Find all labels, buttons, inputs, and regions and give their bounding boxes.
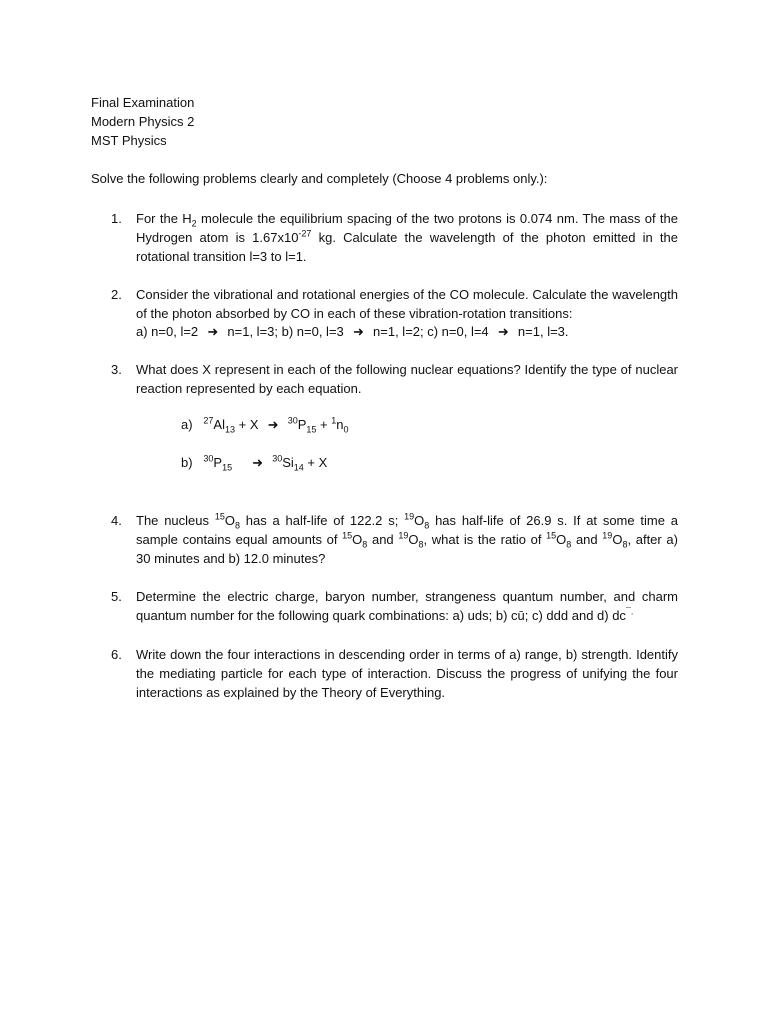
arrow-right-icon: ➜ [267,417,279,432]
arrow-right-icon: ➜ [497,324,509,339]
problem-4-text: The nucleus $^{15}O_8$ has a half-life of 122.2 s; $^{19}O_8$ has half-life of 26.9 s. If at some time a sample contains equal amounts of $^{15}O_8$ and $^{19}O_8$, what is the ratio of $^{15}O_8$ and $^{19}O_8$, after a) 30 minutes and b) 12.0 minutes? [136,511,678,566]
course-name: Modern Physics 2 [91,114,195,129]
problem-5-text: Determine the electric charge, baryon number, strangeness quantum number, and charm quantum number for the following quark combinations: a) uds; b) cū; c) ddd and d) dc¯. [136,589,678,623]
problem-3-number: 3. [111,362,122,377]
arrow-right-icon: ➜ [352,324,364,339]
equation-a: a) $^{27}Al_{13} + X$ ➜ $^{30}P_{15} + ^1n_0$ [181,415,349,435]
arrow-right-icon: ➜ [252,455,264,470]
problem-1-number: 1. [111,211,122,226]
program-name: MST Physics [91,133,167,148]
problem-2-transitions: a) n=0, l=2 ➜ n=1, l=3; b) n=0, l=3 ➜ n=1, l=2; c) n=0, l=4 ➜ n=1, l=3. [136,324,569,339]
instructions: Solve the following problems clearly and completely (Choose 4 problems only.): [91,171,548,186]
problem-2-text: Consider the vibrational and rotational energies of the CO molecule. Calculate the wavelength of the photon absorbed by CO in each of these vibration-rotation transitions: [136,287,678,321]
problem-2-number: 2. [111,287,122,302]
problem-3-text: What does X represent in each of the following nuclear equations? Identify the type of nuclear reaction represented by each equation. [136,362,678,396]
problem-6-number: 6. [111,647,122,662]
problem-4-number: 4. [111,513,122,528]
problem-6-text: Write down the four interactions in descending order in terms of a) range, b) strength. Identify the mediating particle for each type of interaction. Discuss the progress of unifying the four interactions as explained by the Theory of Everything. [136,647,678,700]
problem-1-text: For the $H_2$ molecule the equilibrium spacing of the two protons is 0.074 nm. The mass of the Hydrogen atom is $1.67x10^{-27}$ kg. Calculate the wavelength of the photon emitted in the rotational transition l=3 to l=1. [136,211,678,264]
problem-5-number: 5. [111,589,122,604]
equation-b: b) $^{30}P_{15}$ ➜ $^{30}Si_{14} + X$ [181,453,328,473]
exam-title: Final Examination [91,95,195,110]
arrow-right-icon: ➜ [207,324,219,339]
